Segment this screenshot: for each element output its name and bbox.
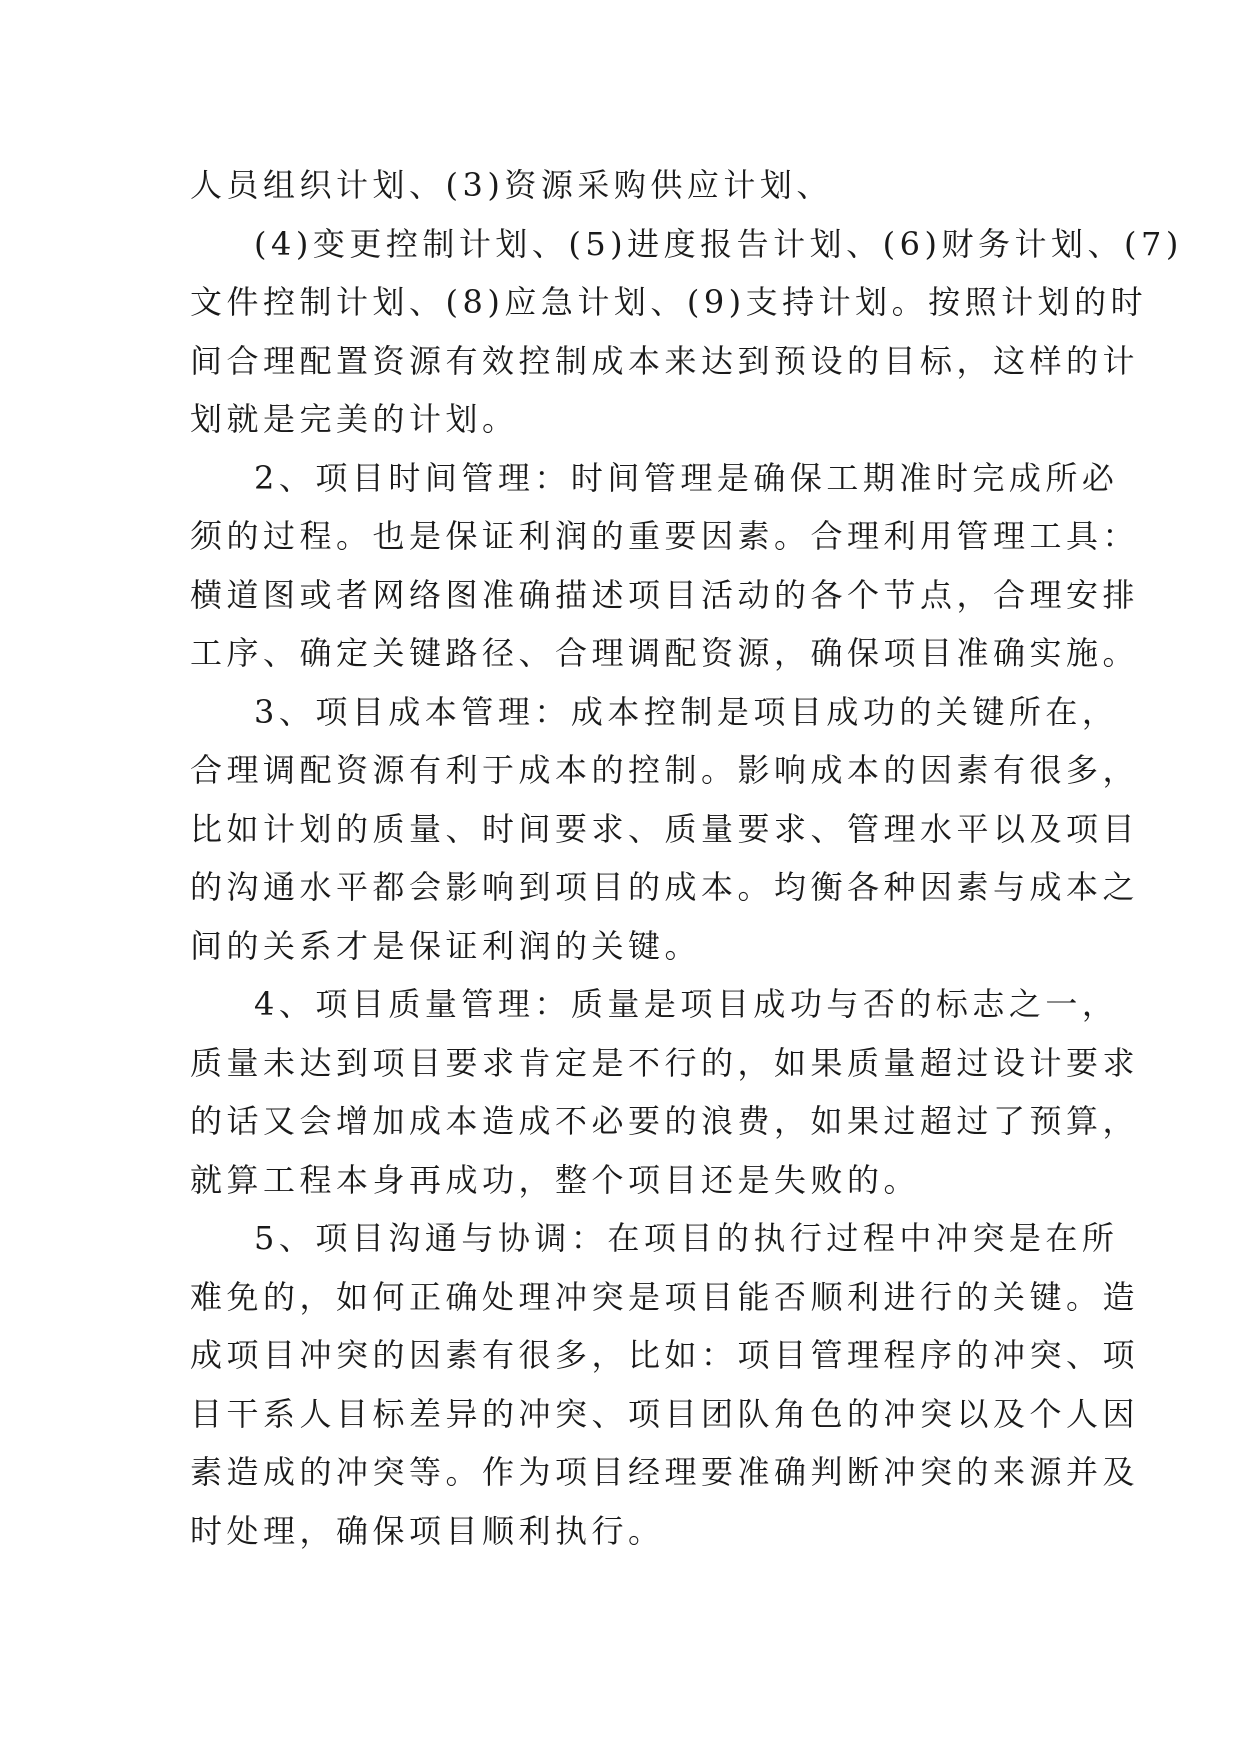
- paragraph-plan-list: [190, 215, 1183, 449]
- text-line: 3、项目成本管理：成本控制是项目成功的关键所在，: [254, 692, 1119, 731]
- text-line: 人员组织计划、(3)资源采购供应计划、: [190, 166, 833, 204]
- text-line: (4)变更控制计划、(5)进度报告计划、(6)财务计划、(7): [254, 224, 1183, 263]
- text-line: 时处理，确保项目顺利执行。: [190, 1511, 665, 1550]
- text-line: 的话又会增加成本造成不必要的浪费，如果过超过了预算，: [190, 1102, 1140, 1140]
- text-line: 间的关系才是保证利润的关键。: [190, 926, 702, 965]
- text-line: 工序、确定关键路径、合理调配资源，确保项目准确实施。: [190, 634, 1140, 672]
- paragraph-plan-continuation: [190, 156, 1070, 215]
- paragraph-communication: [190, 1209, 1140, 1560]
- text-line: 难免的，如何正确处理冲突是项目能否顺利进行的关键。造: [190, 1277, 1140, 1316]
- text-line: 比如计划的质量、时间要求、质量要求、管理水平以及项目: [190, 809, 1140, 848]
- text-line: 素造成的冲突等。作为项目经理要准确判断冲突的来源并及: [190, 1453, 1140, 1491]
- text-line: 5、项目沟通与协调：在项目的执行过程中冲突是在所: [254, 1219, 1119, 1257]
- paragraph-time-management: [190, 449, 1140, 683]
- text-line: 间合理配置资源有效控制成本来达到预设的目标，这样的计: [190, 341, 1140, 380]
- document-page: [190, 156, 1183, 1560]
- text-line: 划就是完美的计划。: [190, 400, 519, 438]
- text-line: 4、项目质量管理：质量是项目成功与否的标志之一，: [254, 985, 1119, 1023]
- paragraph-quality-management: [190, 975, 1140, 1209]
- text-line: 须的过程。也是保证利润的重要因素。合理利用管理工具：: [190, 517, 1140, 555]
- paragraph-cost-management: [190, 683, 1140, 976]
- text-line: 横道图或者网络图准确描述项目活动的各个节点，合理安排: [190, 575, 1140, 614]
- text-line: 文件控制计划、(8)应急计划、(9)支持计划。按照计划的时: [190, 283, 1148, 321]
- text-line: 成项目冲突的因素有很多，比如：项目管理程序的冲突、项: [190, 1336, 1140, 1374]
- text-line: 的沟通水平都会影响到项目的成本。均衡各种因素与成本之: [190, 868, 1140, 906]
- text-line: 2、项目时间管理：时间管理是确保工期准时完成所必: [254, 458, 1119, 497]
- text-line: 合理调配资源有利于成本的控制。影响成本的因素有很多，: [190, 751, 1140, 789]
- text-line: 质量未达到项目要求肯定是不行的，如果质量超过设计要求: [190, 1043, 1140, 1082]
- text-line: 目干系人目标差异的冲突、项目团队角色的冲突以及个人因: [190, 1394, 1140, 1433]
- text-line: 就算工程本身再成功，整个项目还是失败的。: [190, 1160, 921, 1199]
